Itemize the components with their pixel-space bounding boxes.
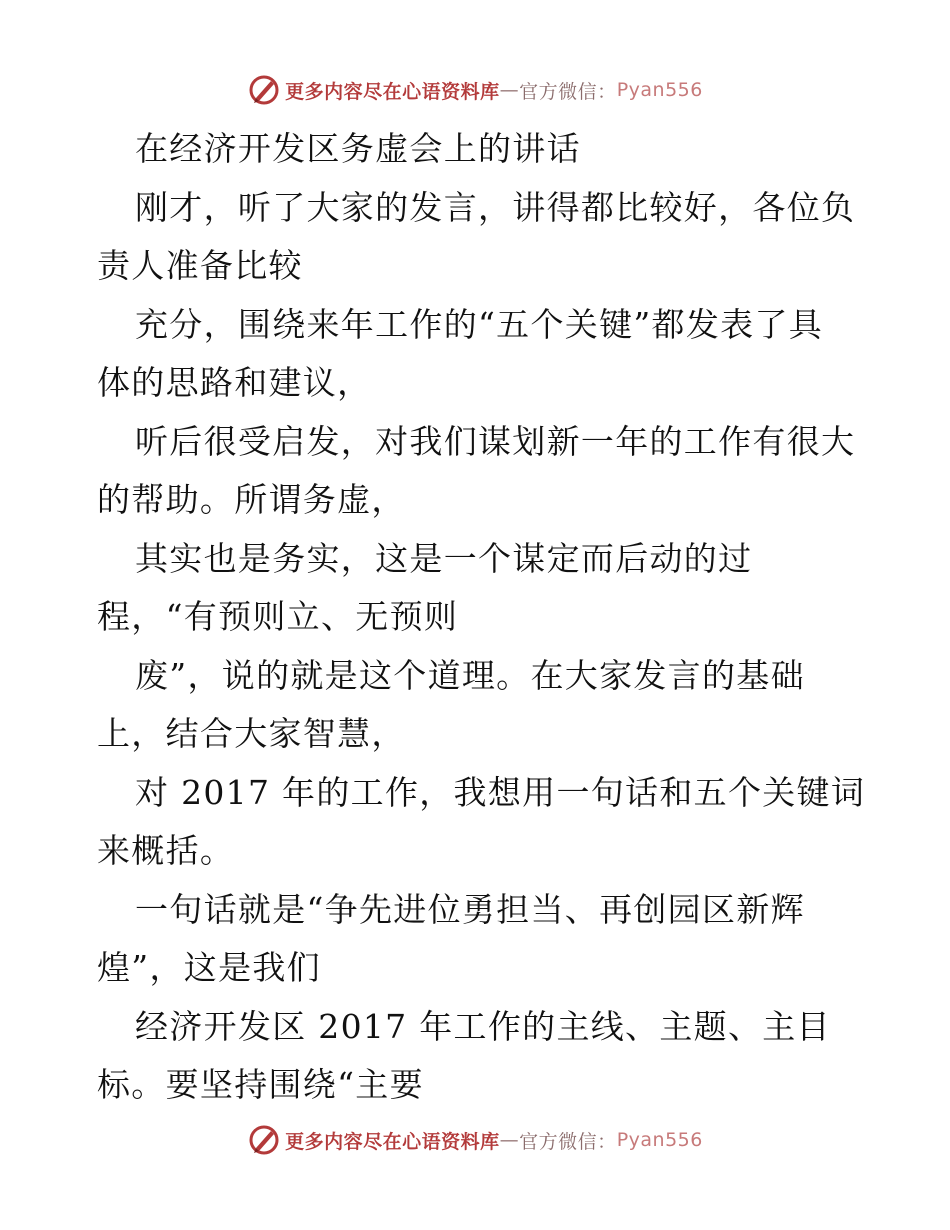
text-line: 听后很受启发，对我们谋划新一年的工作有很大 [135, 421, 856, 461]
text-line: 其实也是务实，这是一个谋定而后动的过 [135, 538, 753, 578]
text-line: 废”，说的就是这个道理。在大家发言的基础 [135, 655, 805, 695]
text-line: 煌”，这是我们 [97, 948, 321, 987]
watermark-site-text: 更多内容尽在心语资料库 [285, 1130, 500, 1153]
watermark-wechat-id: Pyan556 [616, 79, 703, 101]
pen-logo-icon [247, 73, 281, 107]
watermark-dash: — [499, 79, 520, 101]
text-line: 刚才，听了大家的发言，讲得都比较好，各位负 [135, 187, 856, 227]
text-line: 对 2017 年的工作，我想用一句话和五个关键词 [135, 772, 866, 812]
text-line: 来概括。 [97, 831, 235, 870]
text-line: 一句话就是“争先进位勇担当、再创园区新辉 [135, 889, 805, 929]
text-line: 体的思路和建议， [97, 363, 372, 402]
text-line: 责人准备比较 [97, 246, 303, 285]
text-line: 上，结合大家智慧， [97, 714, 406, 753]
text-line: 在经济开发区务虚会上的讲话 [135, 129, 581, 168]
text-line: 充分，围绕来年工作的“五个关键”都发表了具 [135, 304, 824, 344]
text-line: 标。要坚持围绕“主要 [97, 1065, 424, 1104]
watermark-wechat-label: 官方微信： [519, 80, 617, 103]
watermark-dash: — [499, 1129, 520, 1151]
text-line: 的帮助。所谓务虚， [97, 480, 406, 519]
header-watermark [0, 70, 950, 110]
watermark-wechat-id: Pyan556 [616, 1129, 703, 1151]
document-body [97, 120, 866, 1115]
watermark-wechat-label: 官方微信： [519, 1130, 617, 1153]
watermark-site-text: 更多内容尽在心语资料库 [285, 80, 500, 103]
footer-watermark [0, 1120, 950, 1160]
text-line: 程，“有预则立、无预则 [97, 597, 459, 636]
text-line: 经济开发区 2017 年工作的主线、主题、主目 [135, 1006, 831, 1046]
pen-logo-icon [247, 1123, 281, 1157]
